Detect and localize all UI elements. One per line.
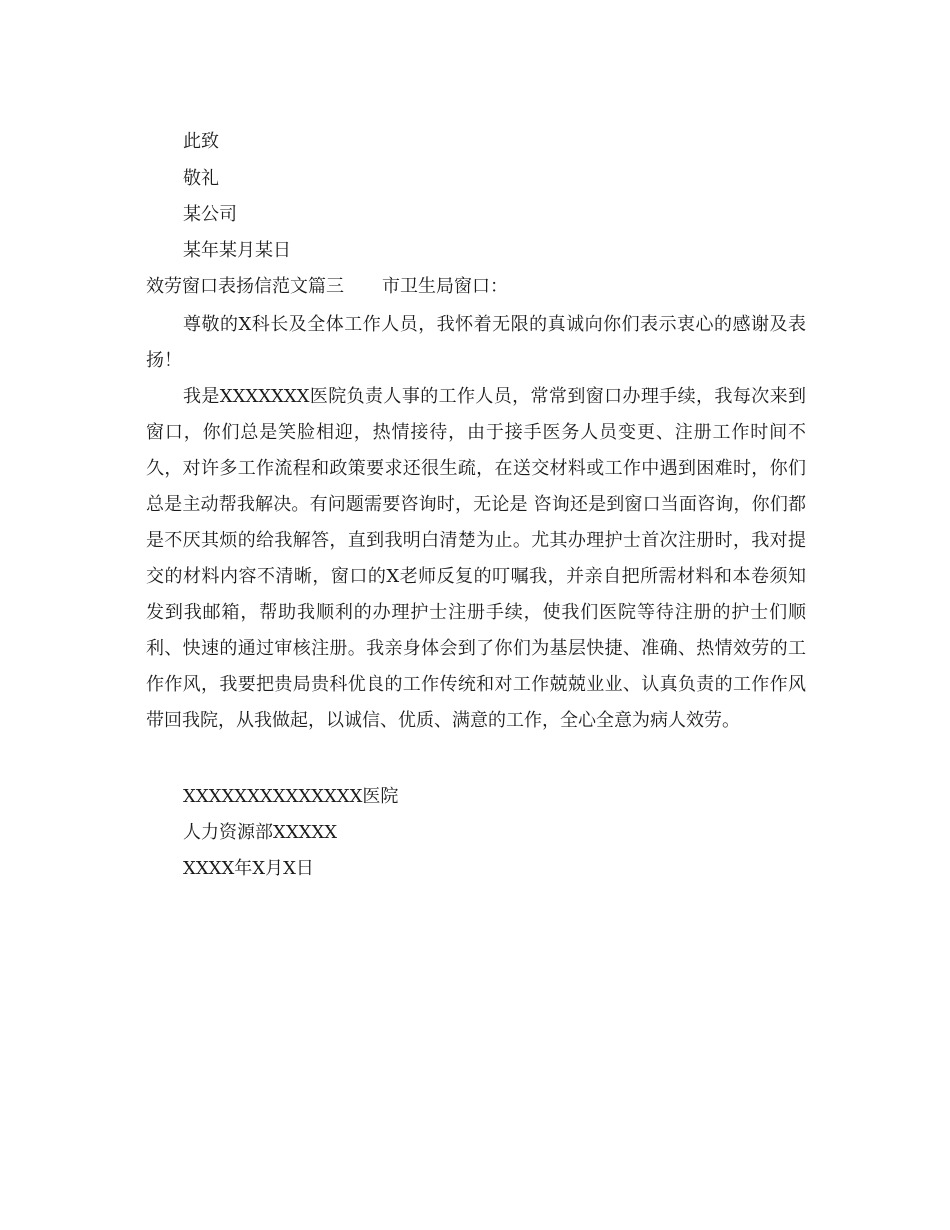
closing-date: 某年某月某日 — [183, 240, 291, 261]
letter-heading-line — [146, 275, 508, 299]
closing-salutation-1: 此致 — [183, 131, 219, 152]
closing-sender: 某公司 — [183, 204, 237, 225]
letter-title: 效劳窗口表扬信范文篇三 — [146, 276, 344, 297]
letter-paragraph-2: 我是XXXXXXX医院负责人事的工作人员，常常到窗口办理手续，我每次来到窗口，你们总是笑脸相迎，热情接待，由于接手医务人员变更、注册工作时间不久，对许多工作流程和政策要求还很生疏，在送交材料或工作中遇到困难时，你们总是主动帮我解决。有问题需要咨询时，无论是 咨询还是到窗口当面咨询，你们都是不厌其烦的给我解答，直到我明白清楚为止。尤其办理护士首次注册时，我对提交的材料内容不清晰，窗口的X老师反复的叮嘱我，并亲自把所需材料和本卷须知发到我邮箱，帮助我顺利的办理护士注册手续，使我们医院等待注册的护士们顺利、快速的通过审核注册。我亲身体会到了你们为基层快捷、准确、热情效劳的工作作风，我要把贵局贵科优良的工作传统和对工作兢兢业业、认真负责的工作作风带回我院，从我做起，以诚信、优质、满意的工作，全心全意为病人效劳。 — [146, 386, 806, 731]
signature-organization: XXXXXXXXXXXXXX医院 — [183, 786, 399, 807]
closing-salutation-2: 敬礼 — [183, 168, 219, 189]
letter-paragraph-1: 尊敬的X科长及全体工作人员，我怀着无限的真诚向你们表示衷心的感谢及表扬！ — [146, 314, 806, 371]
signature-department: 人力资源部XXXXX — [183, 822, 338, 843]
letter-body — [146, 307, 806, 739]
signature-date: XXXX年X月X日 — [183, 858, 314, 879]
letter-recipient: 市卫生局窗口： — [382, 276, 508, 297]
